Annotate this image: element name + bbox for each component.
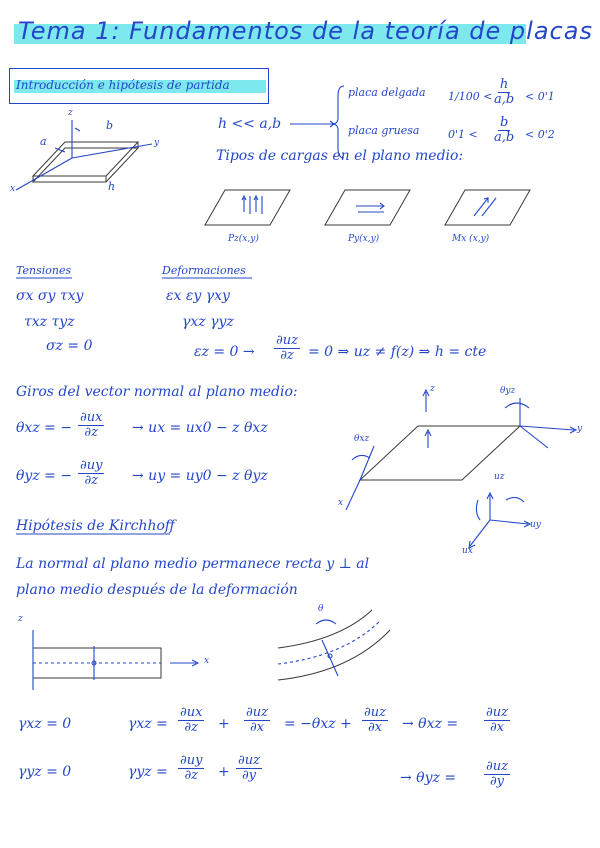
page-title: Tema 1: Fundamentos de la teoría de placas	[18, 17, 593, 45]
kirchhoff-title: Hipótesis de Kirchhoff	[16, 518, 175, 534]
normal-rotation-title: Giros del vector normal al plano medio:	[16, 384, 298, 400]
fig-theta-yz: θyz	[500, 386, 516, 396]
kirchhoff-fig-x: x	[204, 656, 210, 666]
strain-row1: εx εy γxy	[166, 288, 230, 304]
gyz-frac1: $\frac{\partial uy}{\partial z}$	[180, 753, 203, 783]
strain-row3-left: εz = 0 →	[194, 344, 255, 360]
load1-label: Pz(x,y)	[228, 234, 259, 244]
kirchhoff-fig-theta: θ	[318, 604, 324, 614]
thin-range-right: < 0'1	[525, 90, 555, 103]
gyz-frac2: $\frac{\partial uz}{\partial y}$	[238, 753, 260, 783]
eq2-fraction: $\frac{\partial uy}{\partial z}$	[80, 458, 103, 488]
thin-range-left: 1/100 <	[448, 90, 493, 103]
load2-label: Py(x,y)	[348, 234, 380, 244]
gxz-frac3: $\frac{\partial uz}{\partial x}$	[364, 705, 386, 735]
fig-theta-xz: θxz	[354, 434, 370, 444]
stress-row2: τxz τyz	[24, 314, 75, 330]
eq1-fraction: $\frac{\partial ux}{\partial z}$	[80, 410, 103, 440]
dim-a-label: a	[40, 135, 47, 148]
eq2-right: → uy = uy0 − z θyz	[132, 468, 268, 484]
axis-z-label: z	[68, 108, 73, 118]
fig-uy: uy	[530, 520, 541, 530]
stresses-title: Tensiones	[16, 264, 72, 277]
stress-row3: σz = 0	[46, 338, 93, 354]
thick-range-fraction: $\frac{b}{a,b}$	[494, 115, 515, 145]
section1-heading: Introducción e hipótesis de partida	[16, 78, 230, 92]
gxz-mid: = −θxz +	[284, 716, 352, 732]
thickness-condition: h << a,b	[218, 116, 282, 132]
kirchhoff-beam-diagram	[33, 630, 198, 690]
thin-range-fraction: $\frac{h}{a,b}$	[494, 77, 515, 107]
kirchhoff-statement-line2: plano medio después de la deformación	[16, 582, 298, 598]
axis-y-label: y	[154, 138, 160, 148]
kirchhoff-bent-diagram	[278, 610, 390, 680]
gyz-zero: γyz = 0	[18, 764, 72, 780]
fig-uz: uz	[494, 472, 505, 482]
thick-plate-label: placa gruesa	[348, 124, 420, 137]
gxz-def: γxz =	[128, 716, 168, 732]
fig-ux: ux	[462, 546, 473, 556]
load3-label: Mx (x,y)	[452, 234, 490, 244]
gxz-zero: γxz = 0	[18, 716, 72, 732]
normal-rotation-diagram	[346, 390, 576, 548]
strains-title: Deformaciones	[162, 264, 246, 277]
fig-z: z	[430, 384, 435, 394]
load2-plate	[325, 190, 410, 225]
gxz-plus: +	[218, 716, 230, 732]
eq1-left: θxz = −	[16, 420, 73, 436]
loads-title: Tipos de cargas en el plano medio:	[216, 148, 464, 164]
gyz-def: γyz =	[128, 764, 168, 780]
strain-row2: γxz γyz	[182, 314, 234, 330]
thin-plate-label: placa delgada	[348, 86, 426, 99]
gxz-result: → θxz =	[402, 716, 459, 732]
load1-plate	[205, 190, 290, 225]
kirchhoff-fig-z: z	[18, 614, 23, 624]
kirchhoff-statement-line1: La normal al plano medio permanece recta y ⊥ al	[16, 556, 370, 572]
gxz-frac1: $\frac{\partial ux}{\partial z}$	[180, 705, 203, 735]
thick-range-left: 0'1 <	[448, 128, 478, 141]
strain-row3-right: = 0 ⇒ uz ≠ f(z) ⇒ h = cte	[308, 344, 487, 360]
fig-y: y	[577, 424, 583, 434]
stress-row1: σx σy τxy	[16, 288, 84, 304]
eq1-right: → ux = ux0 − z θxz	[132, 420, 268, 436]
gyz-plus: +	[218, 764, 230, 780]
gyz-result: → θyz =	[400, 770, 457, 786]
strain-row3-fraction: $\frac{\partial uz}{\partial z}$	[276, 333, 298, 363]
gxz-frac2: $\frac{\partial uz}{\partial x}$	[246, 705, 268, 735]
fig-x: x	[338, 498, 344, 508]
gxz-frac4: $\frac{\partial uz}{\partial x}$	[486, 705, 508, 735]
gyz-frac3: $\frac{\partial uz}{\partial y}$	[486, 759, 508, 789]
axis-x-label: x	[10, 184, 16, 194]
thick-range-right: < 0'2	[525, 128, 555, 141]
plate-3d-diagram	[16, 120, 152, 190]
load3-plate	[445, 190, 530, 225]
dim-h-label: h	[108, 180, 116, 193]
eq2-left: θyz = −	[16, 468, 73, 484]
dim-b-label: b	[106, 119, 114, 132]
